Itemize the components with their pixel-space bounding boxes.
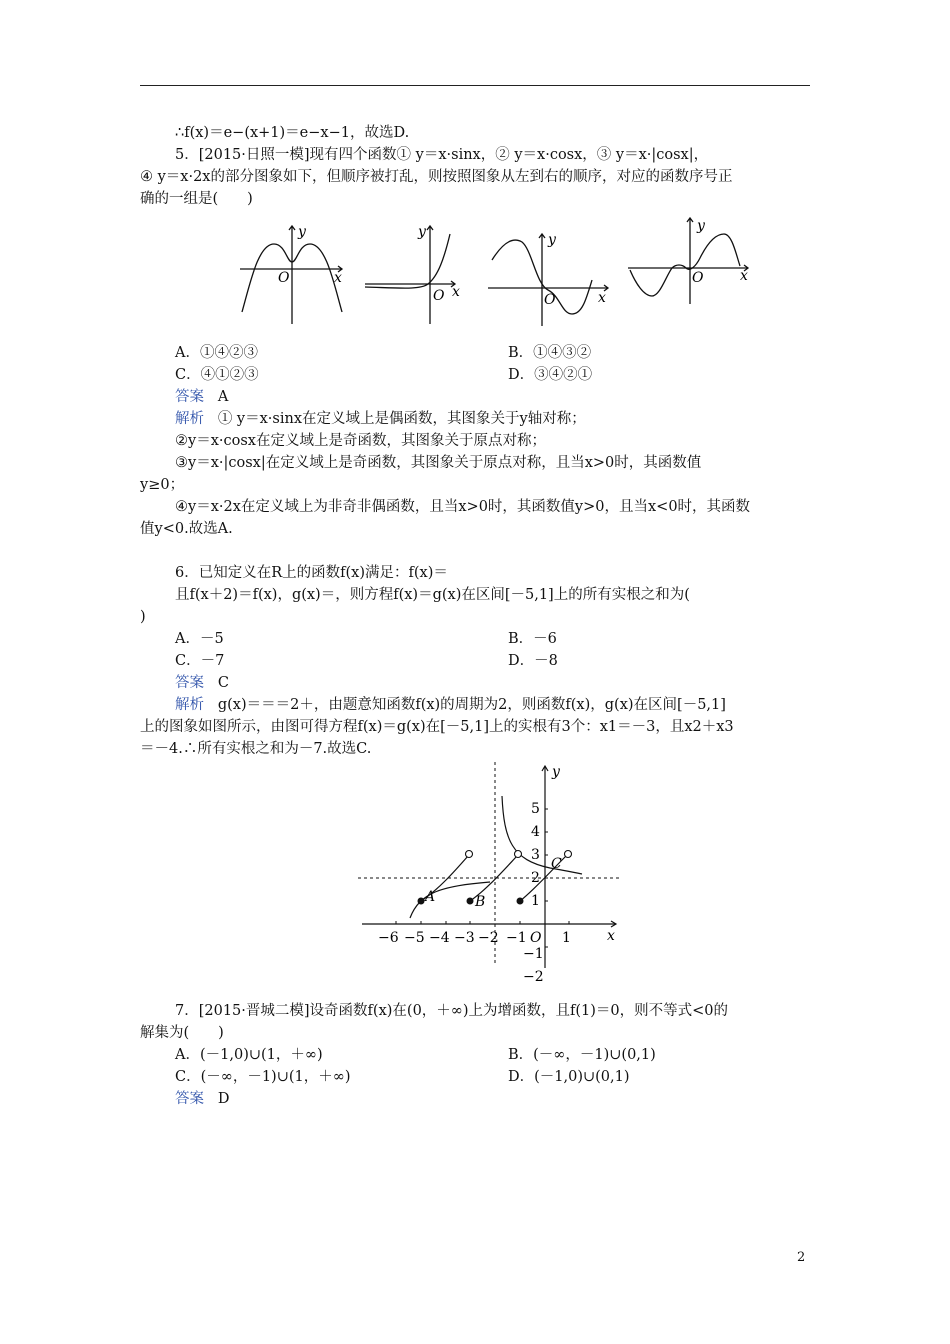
q5-analysis-1 bbox=[175, 408, 586, 430]
q6-analysis-label: 解析 bbox=[175, 697, 204, 713]
q6-x-axis-label: x bbox=[607, 928, 615, 944]
q7-answer-label: 答案 bbox=[175, 1091, 204, 1107]
q6-option-c[interactable]: C．－7 bbox=[175, 653, 225, 669]
q5-g4-y-label: y bbox=[697, 218, 705, 234]
q6-answer-label: 答案 bbox=[175, 675, 204, 691]
q5-option-a[interactable]: A．①④②③ bbox=[175, 345, 258, 361]
q5-graph-2 bbox=[365, 226, 455, 324]
q6-ytick-1: 1 bbox=[531, 893, 540, 909]
q6-origin-label: O bbox=[530, 930, 542, 946]
q6-answer-value: C bbox=[217, 675, 229, 691]
q6-open-1 bbox=[466, 851, 473, 858]
q6-point-1-dot bbox=[517, 898, 524, 905]
q5-g2-y-label: y bbox=[418, 224, 426, 240]
q5-g1-x-label: x bbox=[334, 270, 342, 286]
q5-g4-x-label: x bbox=[740, 268, 748, 284]
q5-analysis-4: y≥0； bbox=[140, 477, 185, 493]
q5-g2-x-label: x bbox=[452, 284, 460, 300]
q7-option-b[interactable]: B．(－∞，－1)∪(0,1) bbox=[508, 1047, 656, 1063]
q5-graph-1 bbox=[240, 226, 342, 324]
q7-stem-line2: 解集为( ) bbox=[140, 1025, 224, 1041]
q5-analysis-3: ③y＝x·|cosx|在定义域上是奇函数，其图象关于原点对称，且当x>0时，其函数值 bbox=[175, 455, 702, 471]
q5-answer-value: A bbox=[217, 389, 229, 405]
q5-analysis-text-1: ① y＝x·sinx在定义域上是偶函数，其图象关于y轴对称； bbox=[217, 411, 586, 427]
q5-option-c[interactable]: C．④①②③ bbox=[175, 367, 259, 383]
q5-stem-line2: ④ y＝x·2x的部分图象如下，但顺序被打乱，则按照图象从左到右的顺序，对应的函数序号正 bbox=[140, 169, 733, 185]
q6-xtick-1: 1 bbox=[562, 930, 571, 946]
q7-answer bbox=[175, 1088, 229, 1110]
q5-graph-4 bbox=[628, 218, 748, 304]
q6-option-b[interactable]: B．－6 bbox=[508, 631, 557, 647]
q7-option-c[interactable]: C．(－∞，－1)∪(1，＋∞) bbox=[175, 1069, 351, 1085]
q6-point-a-dot bbox=[418, 898, 425, 905]
q5-analysis-2: ②y＝x·cosx在定义域上是奇函数，其图象关于原点对称； bbox=[175, 433, 546, 449]
q6-xtick--4: −4 bbox=[429, 930, 450, 946]
q5-g3-origin-label: O bbox=[544, 292, 556, 308]
q6-xtick--5: −5 bbox=[404, 930, 425, 946]
q5-analysis-6: 值y<0.故选A. bbox=[140, 521, 233, 537]
q5-analysis-label: 解析 bbox=[175, 411, 204, 427]
q6-ytick-5: 5 bbox=[531, 801, 540, 817]
q7-answer-value: D bbox=[217, 1091, 230, 1107]
q6-answer bbox=[175, 672, 229, 694]
q6-analysis-2: 上的图象如图所示，由图可得方程f(x)＝g(x)在[－5,1]上的实根有3个：x1＝－3，且x2＋x3 bbox=[140, 719, 734, 735]
q6-point-a-label: A bbox=[425, 889, 436, 905]
q5-g1-origin-label: O bbox=[278, 270, 290, 286]
q6-analysis-text-1: g(x)＝＝＝2＋，由题意知函数f(x)的周期为2，则函数f(x)，g(x)在区间[－5,1] bbox=[217, 697, 726, 713]
q6-analysis-1 bbox=[175, 694, 726, 716]
q5-g3-y-label: y bbox=[548, 232, 556, 248]
q5-g4-origin-label: O bbox=[692, 270, 704, 286]
q7-stem-line1: 7．[2015·晋城二模]设奇函数f(x)在(0，＋∞)上为增函数，且f(1)＝0，则不等式<0的 bbox=[175, 1003, 729, 1019]
q6-ytick-4: 4 bbox=[531, 824, 540, 840]
q6-stem-line3: ) bbox=[140, 609, 146, 625]
q6-analysis-3: ＝－4.∴所有实根之和为－7.故选C. bbox=[140, 741, 372, 757]
q6-g-right-branch bbox=[502, 796, 582, 874]
q6-xtick--3: −3 bbox=[454, 930, 475, 946]
q6-stem-line2: 且f(x＋2)＝f(x)，g(x)＝，则方程f(x)＝g(x)在区间[－5,1]上的所有实根之和为( bbox=[175, 587, 690, 603]
q5-g3-x-label: x bbox=[598, 290, 606, 306]
q6-stem-line1: 6．已知定义在R上的函数f(x)满足：f(x)＝ bbox=[175, 565, 448, 581]
q6-point-b-label: B bbox=[475, 894, 486, 910]
q6-ytick--2: −2 bbox=[523, 969, 544, 985]
q6-point-b-dot bbox=[467, 898, 474, 905]
q5-stem-line1: 5．[2015·日照一模]现有四个函数① y＝x·sinx，② y＝x·cosx，③ y＝x·|cosx|， bbox=[175, 147, 709, 163]
q5-answer-label: 答案 bbox=[175, 389, 204, 405]
page-number: 2 bbox=[797, 1250, 806, 1265]
q6-xtick--1: −1 bbox=[506, 930, 527, 946]
q6-y-axis-label: y bbox=[552, 764, 560, 780]
q6-option-a[interactable]: A．－5 bbox=[175, 631, 224, 647]
q5-g2-origin-label: O bbox=[433, 288, 445, 304]
q5-option-d[interactable]: D．③④②① bbox=[508, 367, 593, 383]
q6-open-2 bbox=[515, 851, 522, 858]
q5-g1-y-label: y bbox=[298, 224, 306, 240]
q5-graphs bbox=[230, 214, 760, 334]
q6-graph bbox=[350, 760, 630, 985]
q5-stem-line3: 确的一组是( ) bbox=[140, 191, 253, 207]
q5-analysis-5: ④y＝x·2x在定义域上为非奇非偶函数，且当x>0时，其函数值y>0，且当x<0时，其函数 bbox=[175, 499, 751, 515]
q7-option-a[interactable]: A．(－1,0)∪(1，＋∞) bbox=[175, 1047, 323, 1063]
q6-xtick--6: −6 bbox=[378, 930, 399, 946]
q6-point-c-label: C bbox=[551, 856, 562, 872]
q5-answer bbox=[175, 386, 228, 408]
q6-ytick-2: 2 bbox=[531, 870, 540, 886]
q6-option-d[interactable]: D．－8 bbox=[508, 653, 558, 669]
q5-option-b[interactable]: B．①④③② bbox=[508, 345, 592, 361]
prev-conclusion: ∴f(x)＝e−(x+1)＝e−x−1，故选D. bbox=[175, 125, 410, 141]
header-rule bbox=[140, 85, 810, 86]
q6-ytick-3: 3 bbox=[531, 847, 540, 863]
q6-open-3 bbox=[565, 851, 572, 858]
q7-option-d[interactable]: D．(－1,0)∪(0,1) bbox=[508, 1069, 630, 1085]
q6-xtick--2: −2 bbox=[478, 930, 499, 946]
q6-ytick--1: −1 bbox=[523, 946, 544, 962]
